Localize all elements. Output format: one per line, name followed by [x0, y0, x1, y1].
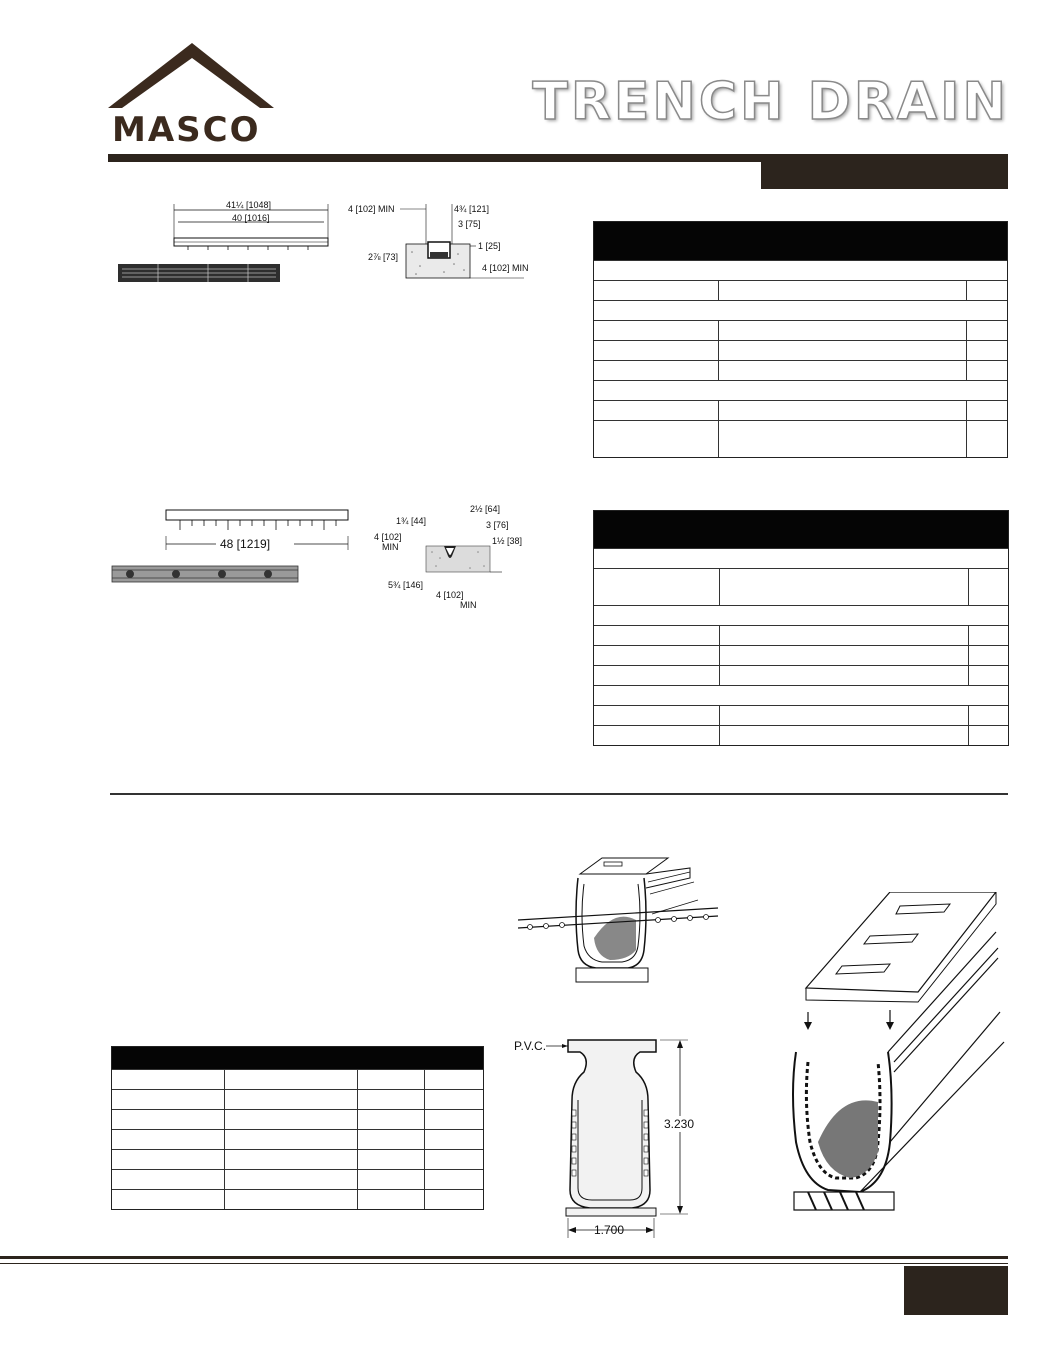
section-divider — [110, 793, 1008, 795]
table-row — [594, 400, 1007, 420]
min-side-label-2: MIN — [382, 542, 399, 552]
table-row — [594, 705, 1008, 725]
table-row — [594, 685, 1008, 705]
channel-rebar-illustration — [518, 854, 724, 986]
pvc-profile-drawing — [512, 1030, 702, 1244]
table-row — [594, 360, 1007, 380]
spec-table-1 — [593, 221, 1008, 458]
table-row — [112, 1129, 483, 1149]
min-side-dim: 4 [102] MIN — [348, 204, 395, 214]
min-bottom-dim-2: 4 [102] — [436, 590, 464, 600]
inner-length-dim: 40 [1016] — [232, 213, 270, 223]
channel2-section-drawing — [366, 500, 542, 612]
table-row — [594, 665, 1008, 685]
channel-elevation-drawing — [108, 196, 340, 288]
table-row — [112, 1189, 483, 1209]
width-inner-dim: 3 [75] — [458, 219, 481, 229]
table-row — [594, 725, 1008, 745]
table-row — [112, 1109, 483, 1129]
table-row — [594, 300, 1007, 320]
table-row — [594, 605, 1008, 625]
spec-table-2-header — [594, 511, 1008, 548]
table-row — [594, 260, 1007, 280]
table-row — [112, 1149, 483, 1169]
overall-length-dim: 41¼ [1048] — [226, 200, 272, 210]
min-bottom-dim: 4 [102] MIN — [482, 263, 529, 273]
roof-icon — [108, 40, 278, 110]
table-row — [112, 1169, 483, 1189]
channel-grate-illustration — [790, 892, 1008, 1218]
spec-table-2 — [593, 510, 1009, 746]
masco-logo — [108, 40, 278, 150]
footer-rule-thin — [0, 1263, 1008, 1264]
channel2-elevation-drawing — [108, 504, 356, 594]
table-row — [112, 1069, 483, 1089]
width-outer-dim: 4¾ [121] — [454, 204, 490, 214]
table-row — [594, 625, 1008, 645]
table-row — [112, 1089, 483, 1109]
page-title: TRENCH DRAIN — [532, 72, 1009, 132]
pvc-label: P.V.C. — [514, 1039, 547, 1053]
table-row — [594, 548, 1008, 568]
height-dim: 3.230 — [664, 1117, 695, 1131]
table-row — [594, 380, 1007, 400]
bottom-spec-table — [111, 1046, 484, 1210]
top-width-dim: 2½ [64] — [470, 504, 501, 514]
depth-dim-2: 5¾ [146] — [388, 580, 424, 590]
bottom-table-header — [112, 1047, 483, 1069]
width-dim: 3 [76] — [486, 520, 509, 530]
lip-dim: 1 [25] — [478, 241, 501, 251]
depth-dim: 2⅞ [73] — [368, 252, 399, 262]
min-bottom-label-2: MIN — [460, 600, 477, 610]
width-dim-profile: 1.700 — [594, 1223, 625, 1237]
min-side-dim-2: 4 [102] — [374, 532, 402, 542]
lip-dim-2: 1½ [38] — [492, 536, 523, 546]
table-row — [594, 568, 1008, 605]
channel-section-drawing — [348, 196, 538, 288]
footer-page-box — [904, 1266, 1008, 1315]
table-row — [594, 280, 1007, 300]
header-tab — [761, 154, 1008, 189]
table-row — [594, 320, 1007, 340]
logo-text: MASCO — [112, 110, 261, 150]
footer-rule — [0, 1256, 1008, 1259]
top-depth-dim: 1¾ [44] — [396, 516, 427, 526]
spec-table-1-header — [594, 222, 1007, 260]
length-dim: 48 [1219] — [220, 537, 271, 551]
table-row — [594, 645, 1008, 665]
table-row — [594, 420, 1007, 457]
table-row — [594, 340, 1007, 360]
